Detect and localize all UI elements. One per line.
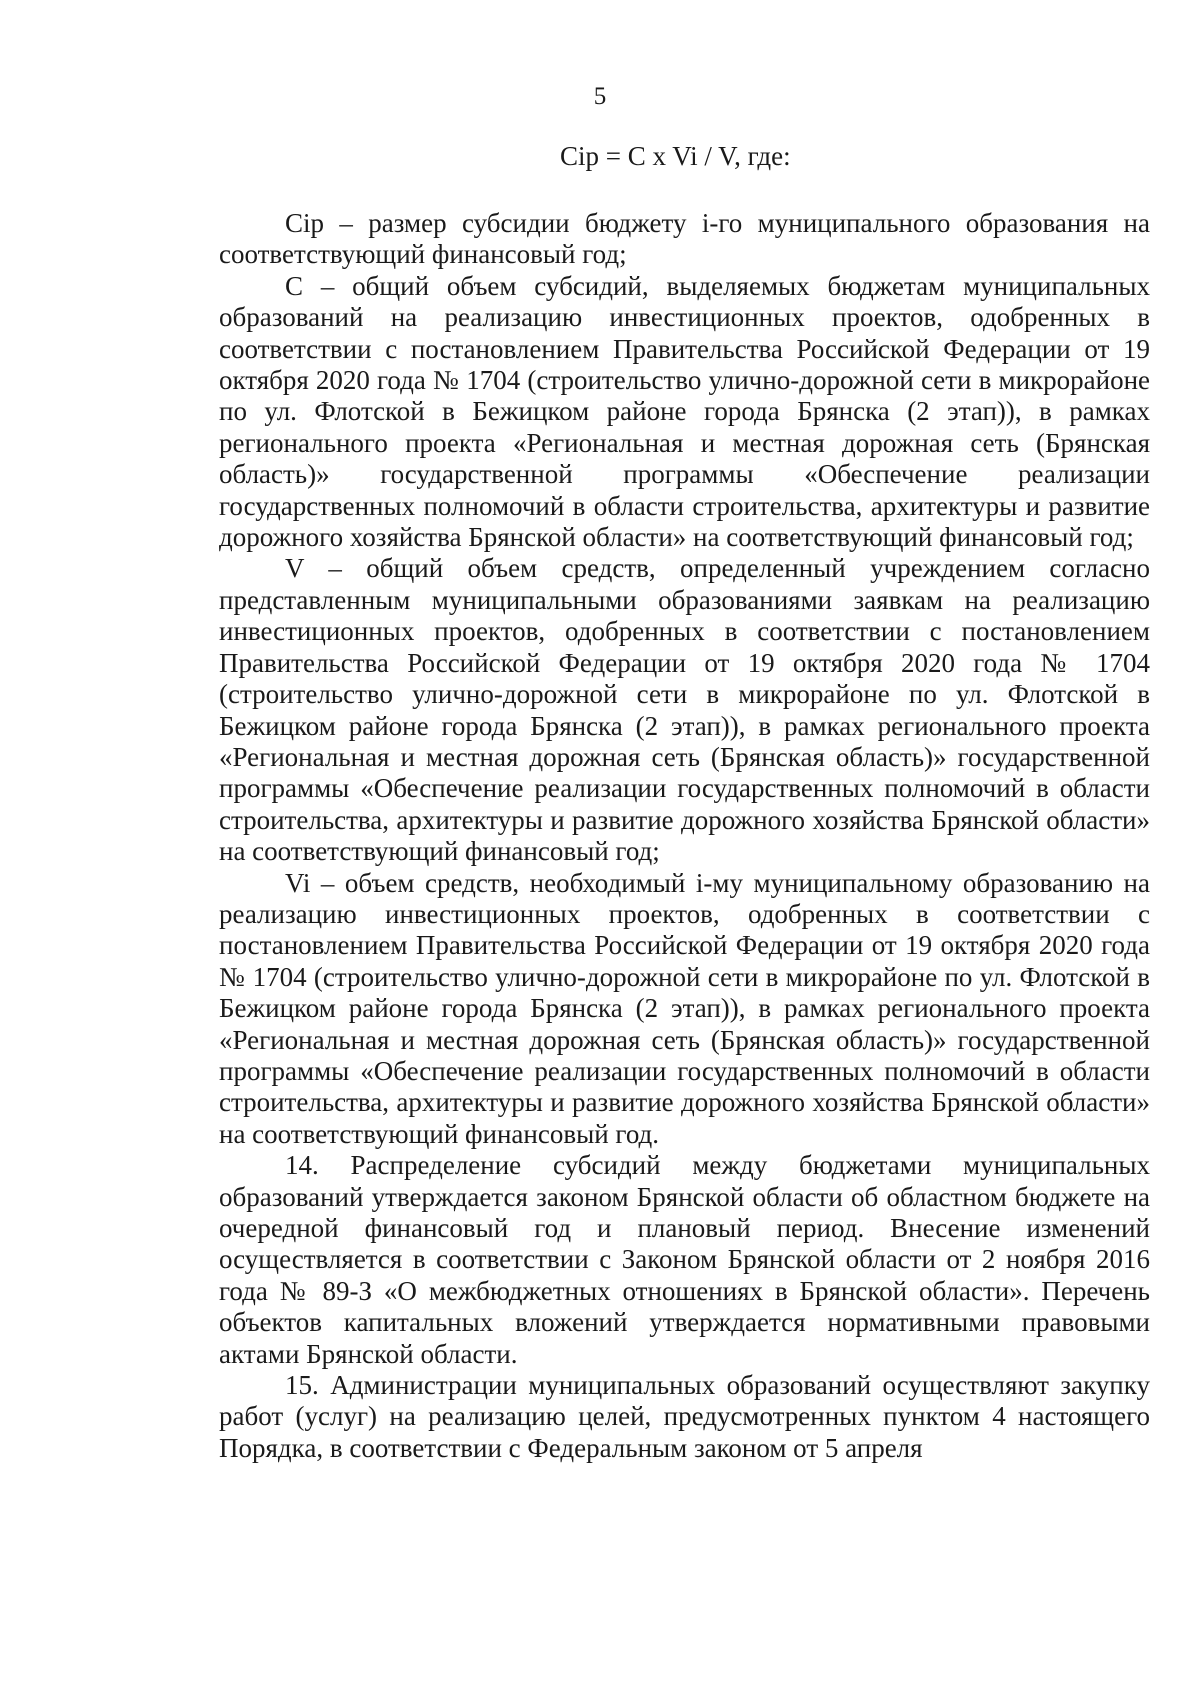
paragraph-item-15: 15. Администрации муниципальных образований осуществляют закупку работ (услуг) на реализацию целей, предусмотренных пунктом 4 настоящего Порядка, в соответствии с Федеральным законом от 5 апреля	[219, 1370, 1150, 1463]
paragraph-v-definition: V – общий объем средств, определенный учреждением согласно представленным муниципальными образованиями заявкам на реализацию инвестиционных проектов, одобренных в соответствии с постановлением Правительства Российской Федерации от 19 октября 2020 года № 1704 (строительство улично-дорожной сети в микрорайоне по ул. Флотской в Бежицком районе города Брянска (2 этап)), в рамках регионального проекта «Региональная и местная дорожная сеть (Брянская область)» государственной программы «Обеспечение реализации государственных полномочий в области строительства, архитектуры и развитие дорожного хозяйства Брянской области» на соответствующий финансовый год;	[219, 553, 1150, 867]
paragraph-c-definition: С – общий объем субсидий, выделяемых бюджетам муниципальных образований на реализацию инвестиционных проектов, одобренных в соответствии с постановлением Правительства Российской Федерации от 19 октября 2020 года № 1704 (строительство улично-дорожной сети в микрорайоне по ул. Флотской в Бежицком районе города Брянска (2 этап)), в рамках регионального проекта «Региональная и местная дорожная сеть (Брянская область)» государственной программы «Обеспечение реализации государственных полномочий в области строительства, архитектуры и развитие дорожного хозяйства Брянской области» на соответствующий финансовый год;	[219, 270, 1150, 553]
document-body	[219, 208, 1150, 1464]
paragraph-item-14: 14. Распределение субсидий между бюджетами муниципальных образований утверждается законом Брянской области об областном бюджете на очередной финансовый год и плановый период. Внесение изменений осуществляется в соответствии с Законом Брянской области от 2 ноября 2016 года № 89-З «О межбюджетных отношениях в Брянской области». Перечень объектов капитальных вложений утверждается нормативными правовыми актами Брянской области.	[219, 1150, 1150, 1369]
paragraph-cip-definition: Сip – размер субсидии бюджету i-го муниципального образования на соответствующий финансовый год;	[219, 208, 1150, 270]
subsidy-formula: Сip = C x Vi / V, где:	[560, 141, 791, 171]
page-number: 5	[593, 83, 607, 110]
paragraph-vi-definition: Vi – объем средств, необходимый i-му муниципальному образованию на реализацию инвестиционных проектов, одобренных в соответствии с постановлением Правительства Российской Федерации от 19 октября 2020 года № 1704 (строительство улично-дорожной сети в микрорайоне по ул. Флотской в Бежицком районе города Брянска (2 этап)), в рамках регионального проекта «Региональная и местная дорожная сеть (Брянская область)» государственной программы «Обеспечение реализации государственных полномочий в области строительства, архитектуры и развитие дорожного хозяйства Брянской области» на соответствующий финансовый год.	[219, 867, 1150, 1149]
